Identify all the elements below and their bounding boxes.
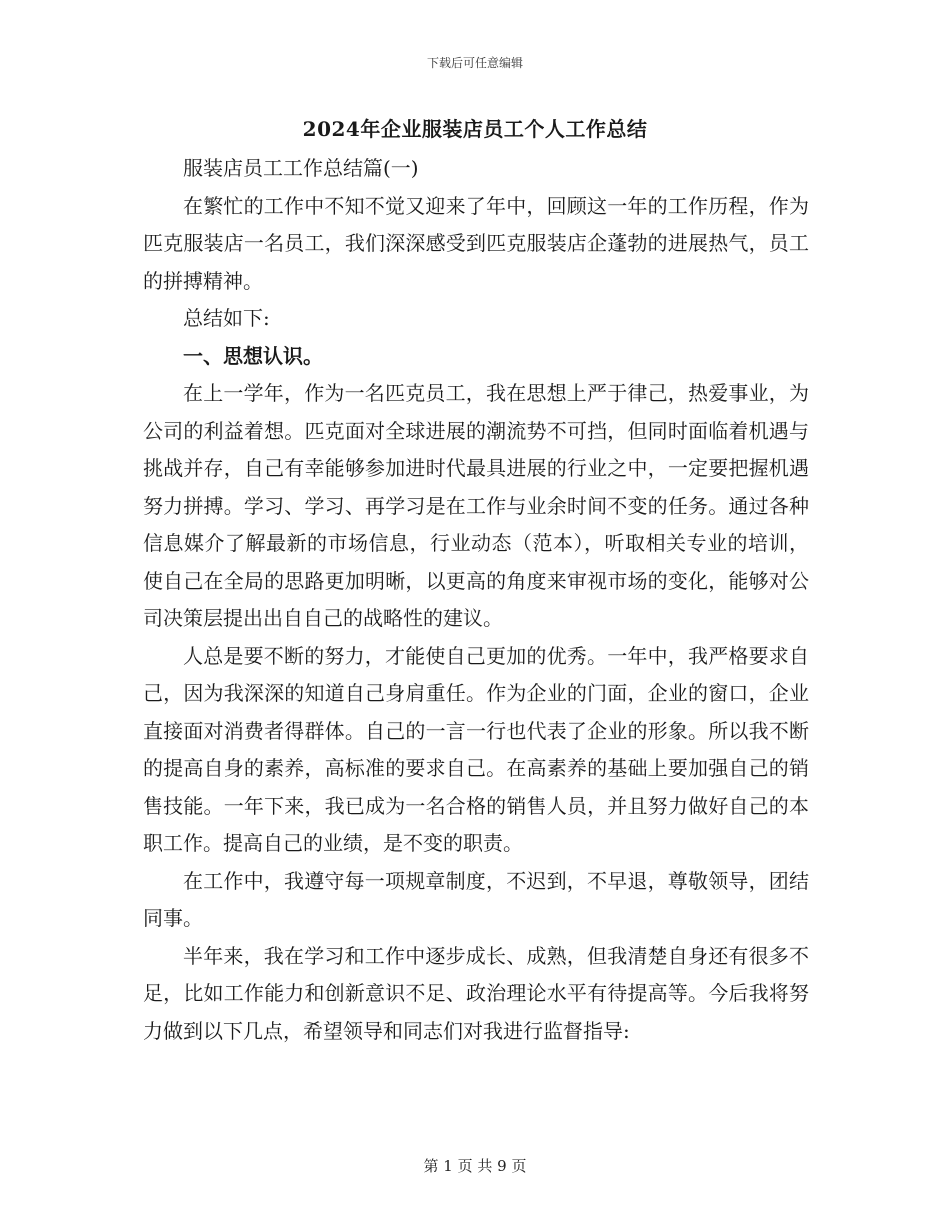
document-title: 2024年企业服装店员工个人工作总结 xyxy=(302,117,648,141)
paragraph: 总结如下: xyxy=(183,306,270,330)
section-heading: 服装店员工工作总结篇(一) xyxy=(183,156,419,180)
paragraph: 人总是要不断的努力，才能使自己更加的优秀。一年中，我严格要求自己，因为我深深的知道自己身肩重任。作为企业的门面，企业的窗口，企业直接面对消费者得群体。自己的一言一行也代表了企业的形象。所以我不断的提高自身的素养，高标准的要求自己。在高素养的基础上要加强自己的销售技能。一年下来，我已成为一名合格的销售人员，并且努力做好自己的本职工作。提高自己的业绩，是不变的职责。 xyxy=(143,643,809,855)
paragraph: 半年来，我在学习和工作中逐步成长、成熟，但我清楚自身还有很多不足，比如工作能力和创新意识不足、政治理论水平有待提高等。今后我将努力做到以下几点，希望领导和同志们对我进行监督指导: xyxy=(143,943,809,1043)
paragraph: 在上一学年，作为一名匹克员工，我在思想上严于律己，热爱事业，为公司的利益着想。匹克面对全球进展的潮流势不可挡，但同时面临着机遇与挑战并存，自己有幸能够参加进时代最具进展的行业之中，一定要把握机遇努力拼搏。学习、学习、再学习是在工作与业余时间不变的任务。通过各种信息媒介了解最新的市场信息，行业动态（范本），听取相关专业的培训，使自己在全局的思路更加明晰，以更高的角度来审视市场的变化，能够对公司决策层提出出自自己的战略性的建议。 xyxy=(143,381,809,630)
paragraph: 在繁忙的工作中不知不觉又迎来了年中，回顾这一年的工作历程，作为匹克服装店一名员工，我们深深感受到匹克服装店企蓬勃的进展热气，员工的拼搏精神。 xyxy=(143,193,809,293)
document-body xyxy=(143,150,809,1050)
header-note: 下载后可任意编辑 xyxy=(426,56,523,70)
page-number: 第 1 页 共 9 页 xyxy=(423,1157,527,1175)
paragraph: 在工作中，我遵守每一项规章制度，不迟到，不早退，尊敬领导，团结同事。 xyxy=(143,868,809,930)
subsection-heading: 一、思想认识。 xyxy=(183,343,323,368)
